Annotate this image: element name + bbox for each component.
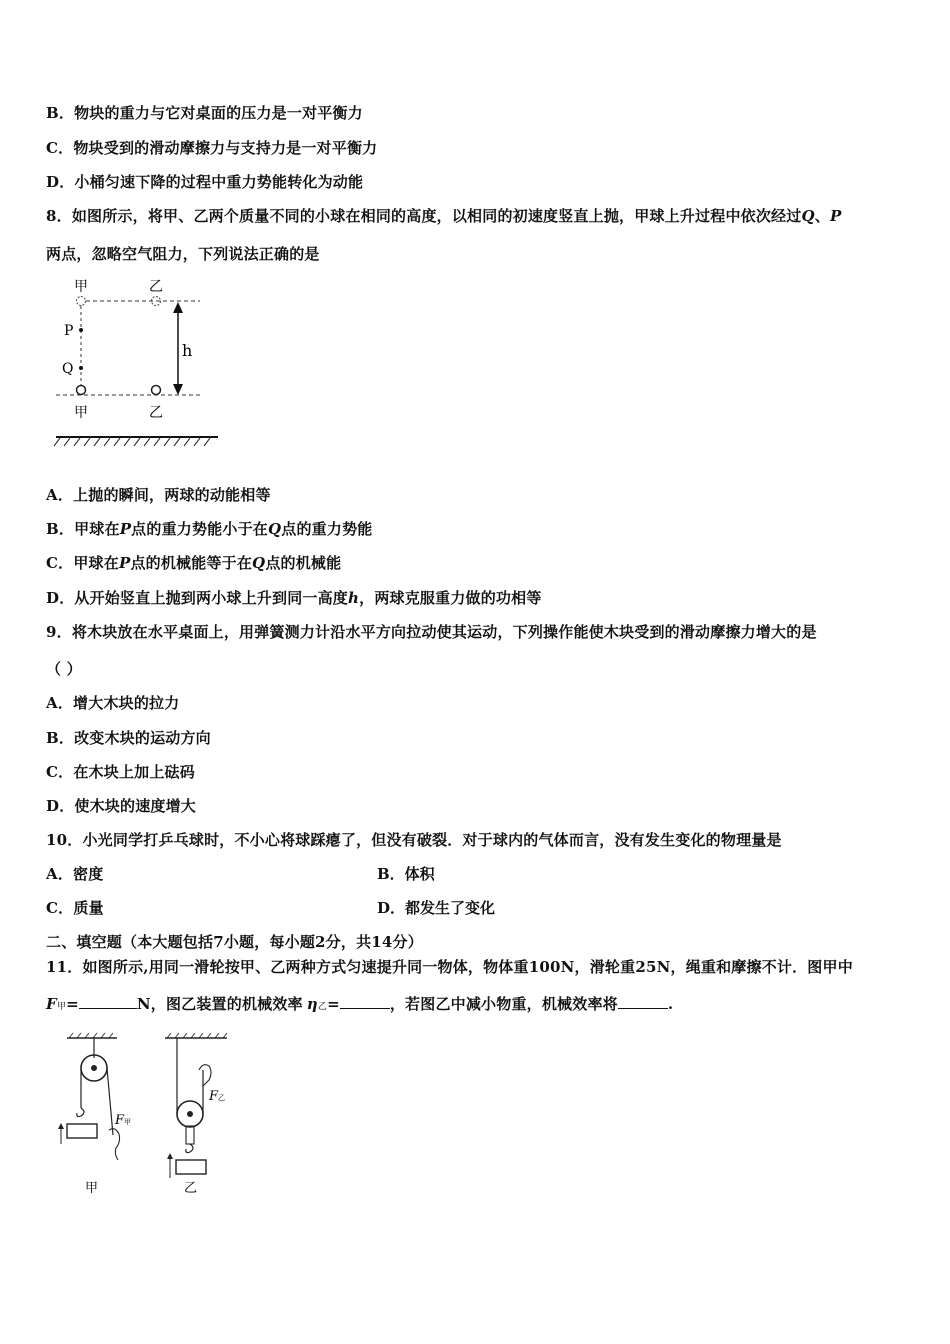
q11-blank-force[interactable] (79, 996, 137, 1009)
q11-stem: 11．如图所示,用同一滑轮按甲、乙两种方式匀速提升同一物体，物体重100N，滑轮重25N，绳重和摩擦不计．图甲中 (46, 958, 853, 976)
q11-unit-n: N，图乙装置的机械效率 (136, 995, 303, 1013)
q8-stem-p: P (829, 207, 842, 225)
q11-eta: η (306, 995, 318, 1013)
q9-option-a: A．增大木块的拉力 (46, 694, 180, 712)
q9-paren: （ ） (46, 660, 82, 678)
q8-fig-label-q: Q (62, 361, 74, 377)
q11-yi-hook (186, 1144, 193, 1153)
q11-eq2: = (327, 995, 340, 1013)
q8-option-c-q: Q (252, 554, 266, 572)
q9-option-d: D．使木块的速度增大 (46, 797, 197, 815)
q8-option-d (46, 587, 542, 608)
q8-figure (50, 275, 225, 455)
q11-yi-hand (199, 1065, 211, 1086)
q9-option-c: C．在木块上加上砝码 (46, 763, 195, 781)
q11-blank-trend[interactable] (618, 996, 668, 1009)
q11-jia-force-label: F甲 (115, 1113, 132, 1128)
q8-stem-line2: 两点，忽略空气阻力，下列说法正确的是 (46, 245, 320, 263)
section-2-heading: 二、填空题（本大题包括7小题，每小题2分，共14分） (46, 933, 423, 951)
q11-yi-force-label: F乙 (209, 1089, 226, 1104)
q8-option-b-1: B．甲球在 (46, 520, 120, 538)
q7-option-c: C．物块受到的滑动摩擦力与支持力是一对平衡力 (46, 139, 378, 157)
q8-option-c-3: 点的机械能 (265, 554, 342, 572)
q9-stem: 9．将木块放在水平桌面上，用弹簧测力计沿水平方向拉动使其运动，下列操作能使木块受到的滑动摩擦力增大的是 (46, 623, 817, 641)
q8-fig-h-arrow-up (173, 302, 183, 313)
q11-yi-up-arrowhead (167, 1153, 173, 1159)
q10-option-b: B．体积 (377, 865, 435, 883)
q11-jia-load (67, 1124, 97, 1138)
q9-option-b: B．改变木块的运动方向 (46, 729, 211, 747)
q11-yi-caption: 乙 (184, 1181, 198, 1196)
q8-stem-sep: 、 (814, 207, 830, 225)
q8-option-b (46, 518, 372, 539)
q8-option-c (46, 552, 341, 573)
q8-option-c-2: 点的机械能等于在 (130, 554, 253, 572)
q8-fig-label-p: P (64, 323, 74, 339)
q8-fig-ground-hatch (54, 438, 210, 446)
q11-f-label: F (46, 995, 57, 1013)
q11-blank-efficiency[interactable] (340, 996, 390, 1009)
q8-option-c-p: P (118, 554, 131, 572)
q8-fig-ball-yi-bottom (152, 386, 161, 395)
q7-option-d: D．小桶匀速下降的过程中重力势能转化为动能 (46, 173, 364, 191)
q10-stem: 10．小光同学打乒乓球时，不小心将球踩瘪了，但没有破裂．对于球内的气体而言，没有发生变化的物理量是 (46, 831, 782, 849)
q10-option-d: D．都发生了变化 (377, 899, 496, 917)
q11-f-sub: 甲 (56, 1002, 67, 1012)
q10-option-c: C．质量 (46, 899, 104, 917)
q8-option-d-1: D．从开始竖直上抛到两小球上升到同一高度 (46, 589, 349, 607)
q8-fig-point-q (79, 366, 83, 370)
q11-jia-rope-right (107, 1068, 113, 1135)
q8-option-d-h: h (348, 589, 360, 607)
q8-option-d-2: ，两球克服重力做的功相等 (359, 589, 542, 607)
q8-option-b-p: P (119, 520, 132, 538)
q8-stem-line1 (46, 205, 841, 226)
q8-option-c-1: C．甲球在 (46, 554, 119, 572)
q11-jia-up-arrowhead (58, 1123, 64, 1129)
q10-option-a: A．密度 (46, 865, 104, 883)
q8-fig-ball-jia-top (77, 297, 86, 306)
q8-stem-q: Q (801, 207, 815, 225)
q11-jia-hand (109, 1129, 120, 1160)
q8-fig-label-jia-top: 甲 (74, 279, 88, 295)
q11-eq: = (66, 995, 79, 1013)
q8-fig-h-arrow-down (173, 384, 183, 395)
q8-fig-point-p (79, 328, 83, 332)
q11-jia-caption: 甲 (85, 1181, 99, 1196)
q11-figure (55, 1030, 255, 1200)
q8-fig-label-yi-top: 乙 (149, 279, 163, 295)
q11-yi-pulley-axle (187, 1111, 193, 1117)
q11-jia-hook (77, 1108, 84, 1117)
q11-jia-pulley-axle (91, 1065, 97, 1071)
q8-fig-label-yi-bottom: 乙 (149, 405, 163, 421)
q8-option-b-3: 点的重力势能 (281, 520, 373, 538)
q8-option-b-2: 点的重力势能小于在 (131, 520, 268, 538)
q8-stem-text: 8．如图所示，将甲、乙两个质量不同的小球在相同的高度，以相同的初速度竖直上抛，甲球上升过程中依次经过 (46, 207, 802, 225)
q11-tail: ，若图乙中减小物重，机械效率将 (389, 995, 618, 1013)
q11-yi-load (176, 1160, 206, 1174)
q11-period: . (667, 995, 674, 1013)
q8-fig-label-h: h (182, 341, 193, 360)
q8-option-a: A．上抛的瞬间，两球的动能相等 (46, 486, 271, 504)
q8-option-b-q: Q (267, 520, 282, 538)
q11-blanks-line (46, 993, 673, 1014)
q8-fig-ball-jia-bottom (77, 386, 86, 395)
q11-eta-sub: 乙 (317, 1002, 328, 1012)
q7-option-b: B．物块的重力与它对桌面的压力是一对平衡力 (46, 104, 363, 122)
q11-yi-frame (186, 1126, 194, 1144)
q8-fig-label-jia-bottom: 甲 (74, 405, 88, 421)
